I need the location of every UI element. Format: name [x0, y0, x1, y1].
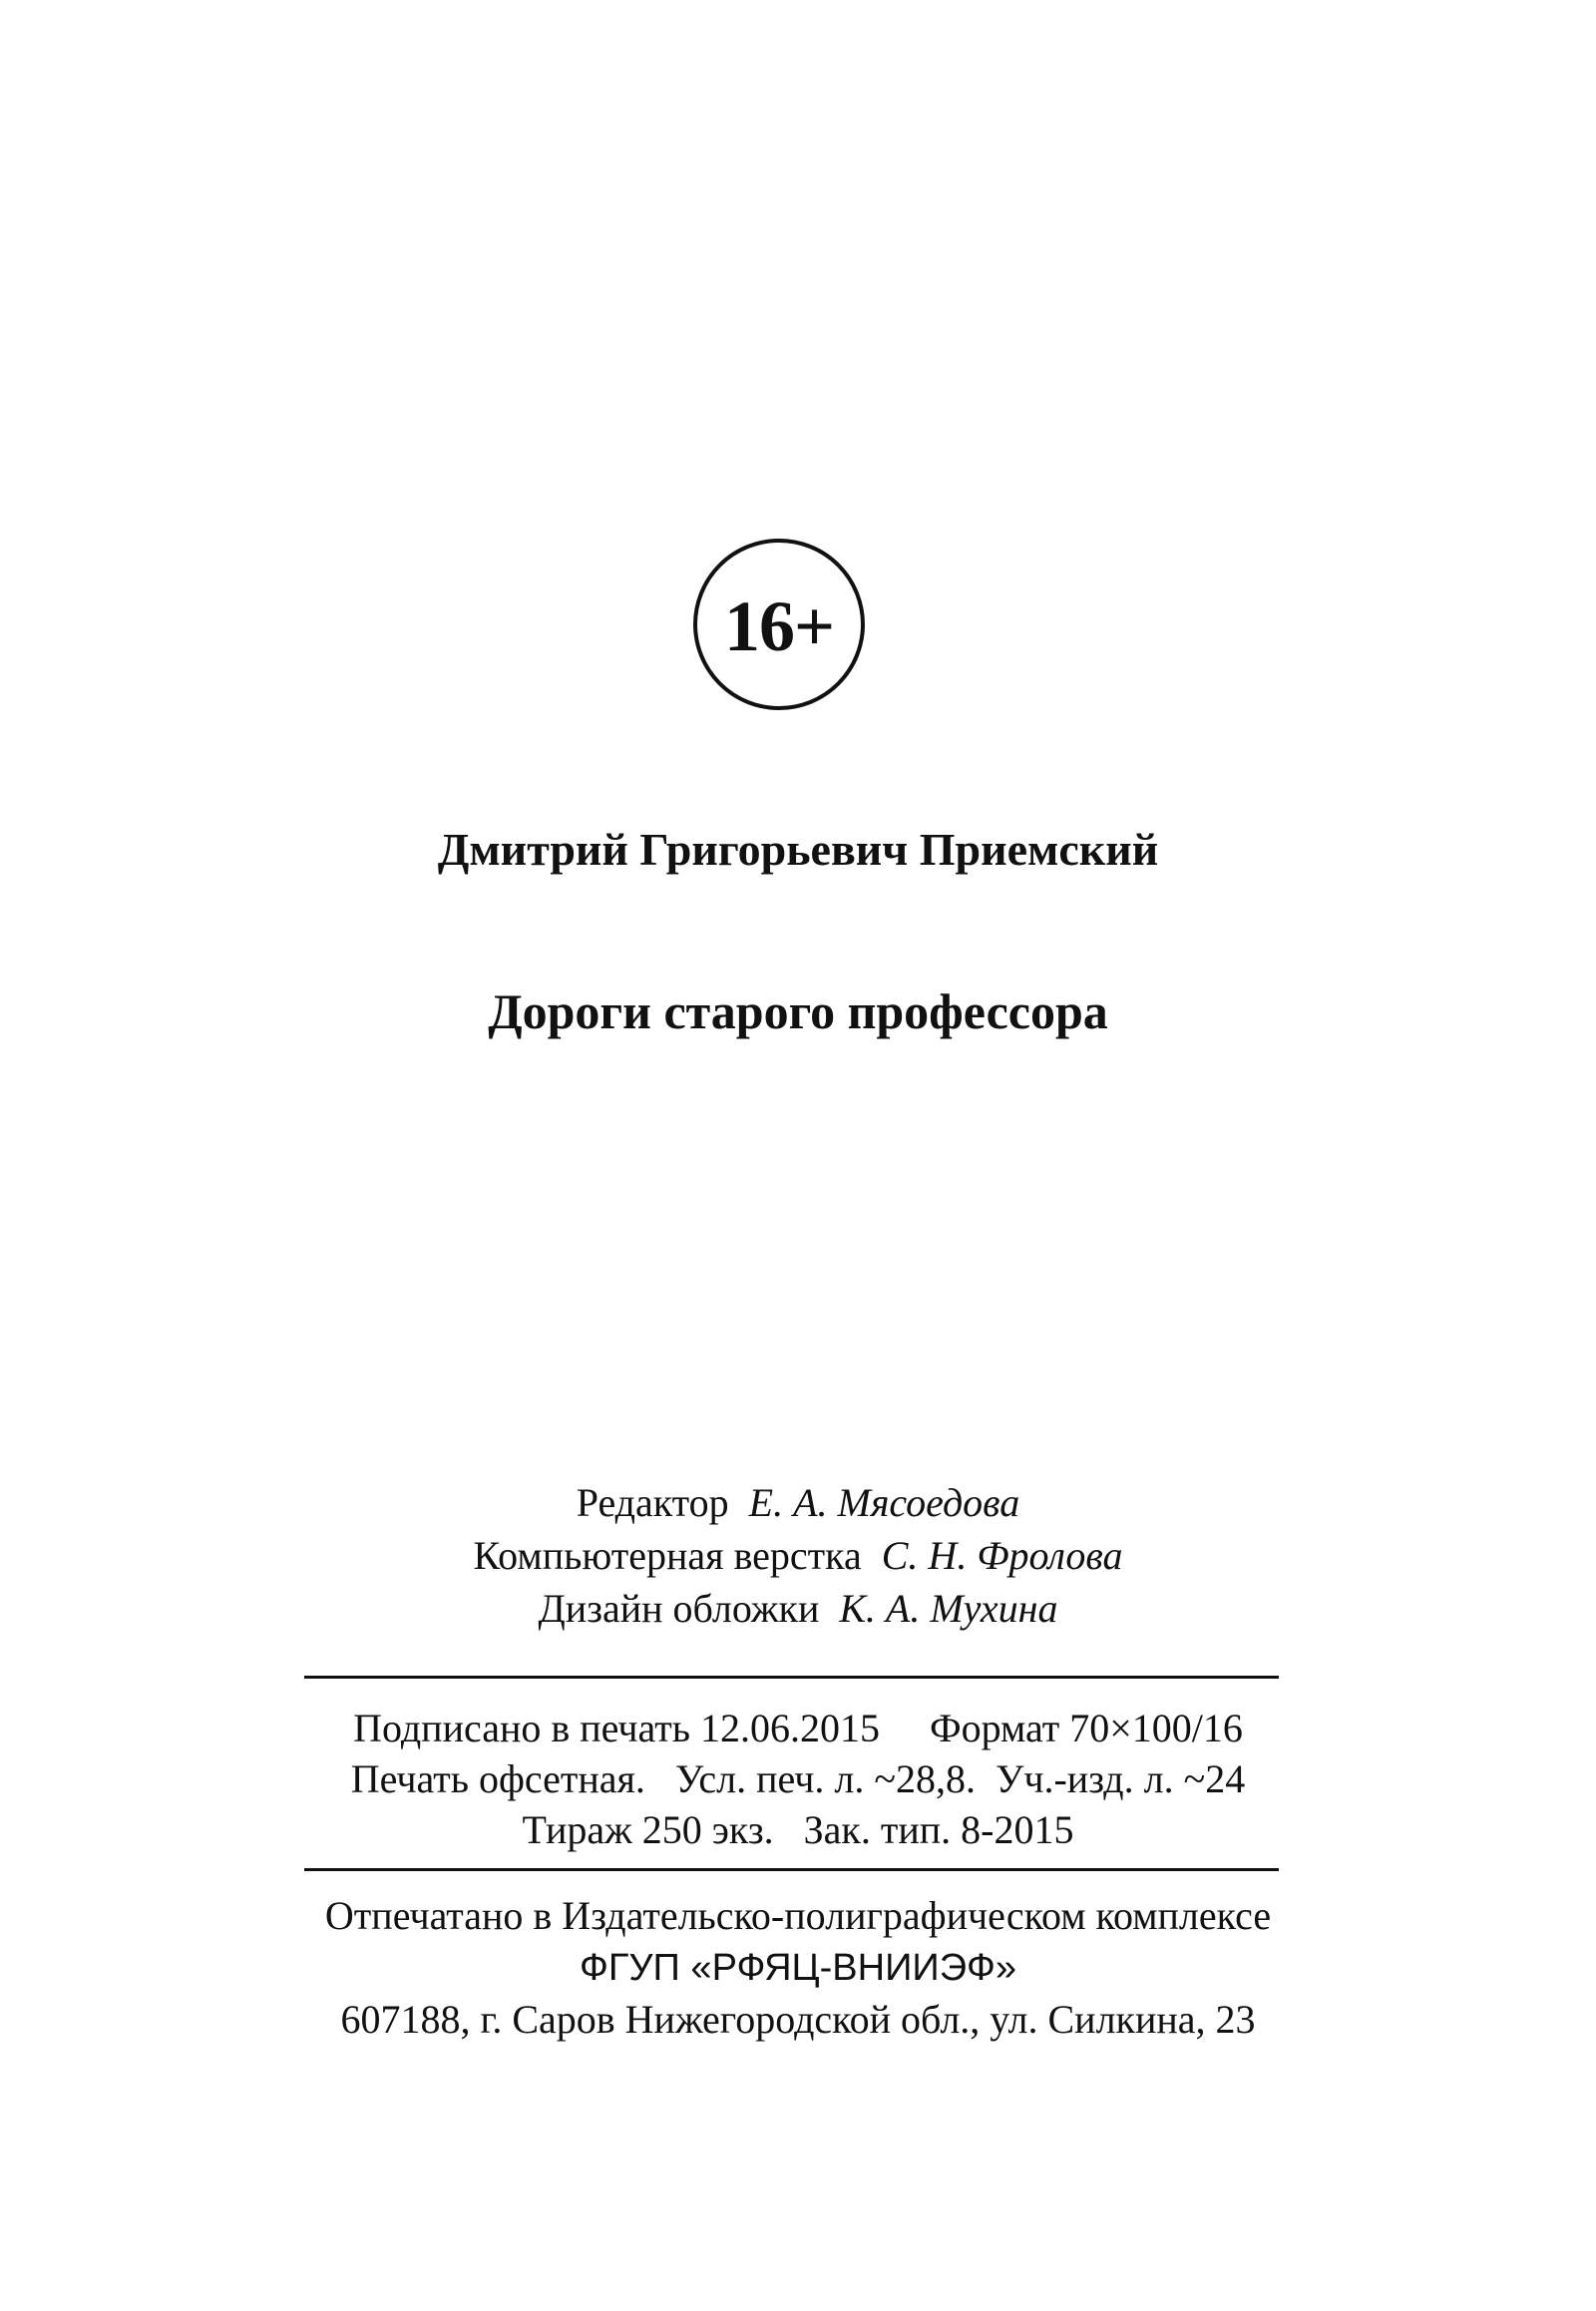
printer-line: Отпечатано в Издательско-полиграфическом комплексе	[324, 1893, 1272, 1938]
publisher-sheets: Уч.-изд. л. ~24	[996, 1756, 1246, 1801]
credit-line-layout	[0, 1529, 1596, 1582]
printer-organization: ФГУП «РФЯЦ-ВНИИЭФ»	[579, 1947, 1017, 1989]
credit-role: Редактор	[576, 1480, 729, 1525]
format: Формат 70×100/16	[930, 1706, 1243, 1750]
credit-line-editor	[0, 1476, 1596, 1529]
signed-date: Подписано в печать 12.06.2015	[353, 1706, 880, 1750]
credit-person: К. А. Мухина	[839, 1586, 1058, 1631]
print-run: Тираж 250 экз.	[522, 1807, 774, 1852]
credit-role: Дизайн обложки	[538, 1586, 820, 1631]
print-info-block	[0, 1703, 1596, 1855]
age-rating-label: 16+	[723, 586, 835, 666]
credit-person: С. Н. Фролова	[881, 1533, 1123, 1578]
age-rating-badge	[693, 539, 865, 710]
divider-bottom	[304, 1868, 1279, 1871]
print-info-line-2	[0, 1753, 1596, 1804]
print-info-line-1	[0, 1703, 1596, 1753]
credit-role: Компьютерная верстка	[473, 1533, 862, 1578]
printer-address: 607188, г. Саров Нижегородской обл., ул. Силкина, 23	[340, 1997, 1256, 2042]
order-number: Зак. тип. 8-2015	[803, 1807, 1074, 1852]
print-info-line-3	[0, 1804, 1596, 1855]
credit-line-cover-design	[0, 1582, 1596, 1635]
printer-block	[0, 1890, 1596, 2046]
print-type: Печать офсетная.	[350, 1756, 645, 1801]
credits-block	[0, 1476, 1596, 1635]
printed-sheets: Усл. печ. л. ~28,8.	[674, 1756, 977, 1801]
author-name: Дмитрий Григорьевич Приемский	[437, 824, 1159, 875]
credit-person: Е. А. Мясоедова	[748, 1480, 1020, 1525]
book-title: Дороги старого профессора	[488, 983, 1108, 1039]
divider-top	[304, 1676, 1279, 1679]
